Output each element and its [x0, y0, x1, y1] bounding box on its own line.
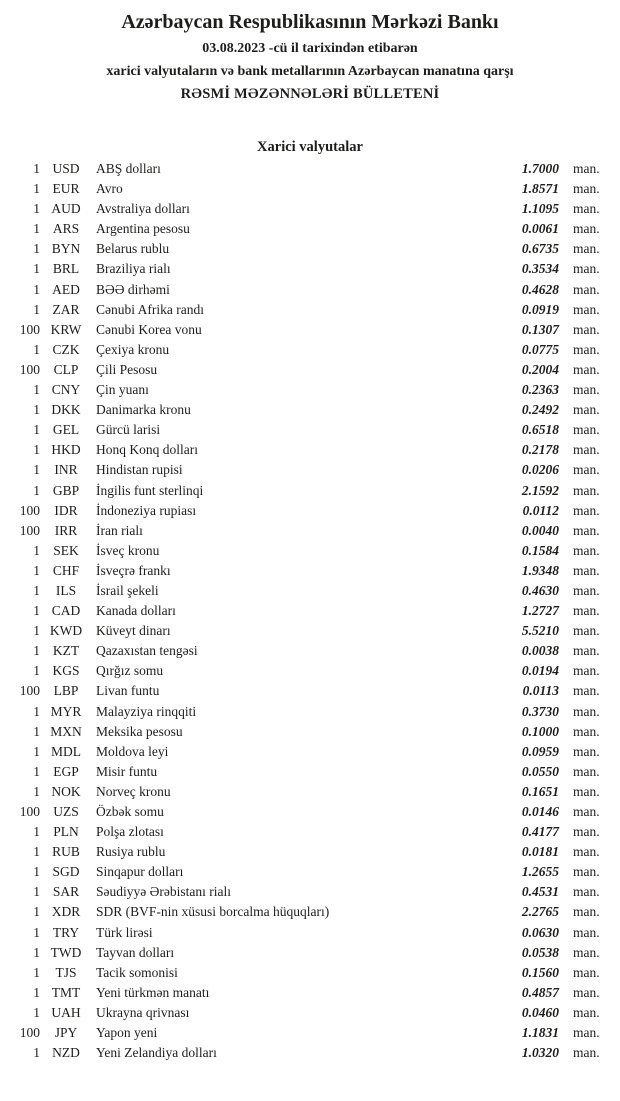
currency-name: SDR (BVF-nin xüsusi borcalma hüquqları)	[96, 904, 330, 920]
currency-unit-label: man.	[573, 603, 600, 619]
currency-unit-label: man.	[573, 1025, 600, 1041]
currency-row	[0, 1043, 620, 1063]
currency-code: HKD	[51, 442, 81, 458]
currency-quantity: 1	[33, 442, 40, 458]
currency-quantity: 100	[19, 502, 40, 518]
currency-row	[0, 681, 620, 701]
currency-name: Kanada dolları	[96, 603, 176, 619]
currency-row	[0, 882, 620, 902]
currency-quantity: 1	[33, 844, 40, 860]
currency-quantity: 1	[33, 824, 40, 840]
bulletin-header	[0, 0, 620, 102]
currency-name: Belarus rublu	[96, 241, 170, 257]
currency-name: Meksika pesosu	[96, 723, 183, 739]
currency-name: Polşa zlotası	[96, 824, 164, 840]
currency-unit-label: man.	[573, 804, 600, 819]
currency-unit-label: man.	[573, 462, 600, 478]
currency-unit-label: man.	[573, 763, 600, 779]
currency-rate: 1.0320	[521, 1045, 559, 1061]
currency-quantity: 1	[33, 904, 40, 920]
currency-rate: 0.1651	[521, 783, 559, 799]
currency-row	[0, 782, 620, 802]
currency-rate: 0.2004	[521, 361, 559, 377]
currency-name: İsveç kronu	[96, 542, 160, 558]
currency-unit-label: man.	[573, 301, 600, 317]
currency-unit-label: man.	[573, 944, 600, 960]
currency-unit-label: man.	[573, 683, 600, 699]
currency-name: Ukrayna qrivnası	[96, 1004, 190, 1020]
currency-code: CZK	[52, 341, 80, 357]
currency-row	[0, 300, 620, 320]
currency-row	[0, 641, 620, 661]
currency-rate: 1.1095	[521, 201, 559, 217]
currency-unit-label: man.	[573, 181, 600, 197]
currency-rate: 1.1831	[521, 1025, 559, 1041]
currency-unit-label: man.	[573, 241, 600, 257]
currency-row	[0, 561, 620, 581]
currency-code: UZS	[53, 804, 79, 819]
currency-name: Cənubi Korea vonu	[96, 321, 202, 337]
currency-row	[0, 581, 620, 601]
currency-code: PLN	[53, 824, 79, 840]
currency-rate: 0.4531	[521, 884, 559, 900]
currency-name: İngilis funt sterlinqi	[96, 482, 204, 498]
currency-name: Tacik somonisi	[96, 964, 178, 980]
currency-row	[0, 340, 620, 360]
currency-row	[0, 199, 620, 219]
currency-rate: 0.1584	[521, 542, 559, 558]
subtitle-line: xarici valyutaların və bank metallarının Azərbaycan manatına qarşı	[106, 64, 514, 79]
currency-unit-label: man.	[573, 442, 600, 458]
currency-unit-label: man.	[573, 844, 600, 860]
currency-rate: 0.0550	[521, 763, 559, 779]
currency-quantity: 100	[19, 522, 40, 538]
currency-rate: 0.0919	[521, 301, 559, 317]
currency-row	[0, 983, 620, 1003]
currency-row	[0, 702, 620, 722]
currency-code: USD	[52, 161, 80, 176]
currency-unit-label: man.	[573, 623, 600, 639]
currency-rate: 0.0775	[521, 341, 559, 357]
currency-unit-label: man.	[573, 884, 600, 900]
currency-unit-label: man.	[573, 824, 600, 840]
currency-unit-label: man.	[573, 743, 600, 759]
currency-rate: 0.0959	[521, 743, 559, 759]
currency-code: MXN	[50, 723, 82, 739]
currency-name: Avstraliya dolları	[96, 201, 190, 217]
currency-rate: 0.4857	[521, 984, 559, 1000]
currency-quantity: 1	[33, 482, 40, 498]
currency-row	[0, 259, 620, 279]
currency-code: TMT	[51, 984, 81, 1000]
currency-code: CNY	[51, 382, 81, 398]
currency-code: EGP	[53, 763, 79, 779]
currency-unit-label: man.	[573, 984, 600, 1000]
currency-name: Yapon yeni	[96, 1025, 158, 1041]
currency-quantity: 1	[33, 161, 40, 176]
currency-quantity: 1	[33, 402, 40, 418]
currency-code: GBP	[52, 482, 80, 498]
currency-unit-label: man.	[573, 161, 600, 176]
currency-rate: 0.0538	[521, 944, 559, 960]
currency-quantity: 1	[33, 582, 40, 598]
currency-name: Çexiya kronu	[96, 341, 170, 357]
currency-code: KGS	[52, 663, 80, 679]
currency-unit-label: man.	[573, 904, 600, 920]
currency-quantity: 100	[19, 804, 40, 819]
currency-unit-label: man.	[573, 1045, 600, 1061]
currency-name: İndoneziya rupiası	[96, 502, 197, 518]
currency-code: AUD	[51, 201, 81, 217]
currency-rate: 0.1000	[521, 723, 559, 739]
currency-quantity: 1	[33, 663, 40, 679]
currency-row	[0, 400, 620, 420]
currency-name: Gürcü larisi	[96, 422, 161, 438]
currency-row	[0, 601, 620, 621]
currency-code: IDR	[54, 502, 78, 518]
effective-date-line: 03.08.2023 -cü il tarixindən etibarən	[202, 41, 418, 56]
section-title-foreign-currencies: Xarici valyutalar	[257, 139, 363, 155]
currency-unit-label: man.	[573, 864, 600, 880]
currency-quantity: 1	[33, 723, 40, 739]
currency-quantity: 1	[33, 241, 40, 257]
currency-unit-label: man.	[573, 643, 600, 659]
currency-row	[0, 501, 620, 521]
currency-name: Malayziya rinqqiti	[96, 703, 197, 719]
currency-quantity: 1	[33, 341, 40, 357]
currency-row	[0, 219, 620, 239]
currency-rate: 0.2363	[521, 382, 559, 398]
currency-rate: 1.8571	[521, 181, 559, 197]
currency-unit-label: man.	[573, 1004, 600, 1020]
currency-rate: 0.0040	[521, 522, 559, 538]
currency-code: RUB	[52, 844, 80, 860]
currency-name: Honq Konq dolları	[96, 442, 198, 458]
currency-rate: 0.0181	[521, 844, 559, 860]
currency-quantity: 1	[33, 643, 40, 659]
currency-name: ABŞ dolları	[96, 161, 161, 176]
currency-name: Çin yuanı	[96, 382, 149, 398]
currency-code: TJS	[55, 964, 77, 980]
currency-code: CHF	[52, 562, 80, 578]
currency-name: Qırğız somu	[96, 663, 164, 679]
currency-unit-label: man.	[573, 582, 600, 598]
currency-rate: 2.2765	[521, 904, 559, 920]
currency-quantity: 1	[33, 462, 40, 478]
currency-row	[0, 762, 620, 782]
currency-rate: 0.4628	[521, 281, 559, 297]
currency-rate: 1.2655	[521, 864, 559, 880]
currency-code: NZD	[52, 1045, 80, 1061]
currency-unit-label: man.	[573, 402, 600, 418]
currency-row	[0, 460, 620, 480]
currency-row	[0, 360, 620, 380]
currency-row	[0, 420, 620, 440]
currency-quantity: 100	[19, 361, 40, 377]
currency-unit-label: man.	[573, 422, 600, 438]
currency-rate: 0.0146	[521, 804, 559, 819]
currency-row	[0, 481, 620, 501]
currency-row	[0, 440, 620, 460]
currency-quantity: 100	[19, 683, 40, 699]
currency-rate: 0.1307	[521, 321, 559, 337]
currency-name: Qazaxıstan tengəsi	[96, 643, 198, 659]
currency-code: MYR	[50, 703, 82, 719]
currency-unit-label: man.	[573, 321, 600, 337]
currency-unit-label: man.	[573, 201, 600, 217]
currency-rate: 0.0460	[521, 1004, 559, 1020]
currency-quantity: 1	[33, 382, 40, 398]
currency-name: İsveçrə frankı	[96, 562, 171, 578]
currency-quantity: 1	[33, 783, 40, 799]
currency-code: INR	[54, 462, 78, 478]
currency-name: İran rialı	[96, 522, 143, 538]
currency-rate: 0.6735	[521, 241, 559, 257]
currency-name: BƏƏ dirhəmi	[96, 281, 170, 297]
currency-name: Çili Pesosu	[96, 361, 158, 377]
currency-rate: 0.4630	[521, 582, 559, 598]
currency-quantity: 1	[33, 1004, 40, 1020]
currency-code: XDR	[51, 904, 81, 920]
currency-row	[0, 842, 620, 862]
currency-unit-label: man.	[573, 221, 600, 237]
currency-row	[0, 1003, 620, 1023]
currency-row	[0, 521, 620, 541]
currency-name: Moldova leyi	[96, 743, 169, 759]
currency-name: Özbək somu	[96, 804, 164, 819]
currency-unit-label: man.	[573, 562, 600, 578]
currency-row	[0, 159, 620, 179]
currency-code: IRR	[54, 522, 78, 538]
currency-code: KZT	[52, 643, 80, 659]
currency-row	[0, 179, 620, 199]
currency-unit-label: man.	[573, 703, 600, 719]
currency-rate: 0.0061	[521, 221, 559, 237]
currency-code: ARS	[52, 221, 80, 237]
currency-quantity: 100	[19, 321, 40, 337]
currency-row	[0, 380, 620, 400]
currency-row	[0, 320, 620, 340]
currency-quantity: 1	[33, 603, 40, 619]
currency-rate: 0.0113	[522, 683, 559, 699]
currency-name: Argentina pesosu	[96, 221, 190, 237]
currency-code: BYN	[51, 241, 81, 257]
currency-code: ILS	[55, 582, 77, 598]
currency-code: AED	[52, 281, 80, 297]
currency-code: NOK	[51, 783, 81, 799]
currency-rate: 0.3534	[521, 261, 559, 277]
currency-name: Braziliya rialı	[96, 261, 171, 277]
currency-code: ZAR	[52, 301, 80, 317]
currency-row	[0, 822, 620, 842]
currency-quantity: 1	[33, 944, 40, 960]
currency-rate: 0.1560	[521, 964, 559, 980]
currency-rate: 0.3730	[521, 703, 559, 719]
currency-name: Rusiya rublu	[96, 844, 166, 860]
currency-name: Sinqapur dolları	[96, 864, 184, 880]
currency-quantity: 1	[33, 181, 40, 197]
currency-rate: 0.2178	[521, 442, 559, 458]
currency-code: KWD	[49, 623, 83, 639]
currency-unit-label: man.	[573, 522, 600, 538]
currency-code: SGD	[52, 864, 80, 880]
currency-quantity: 1	[33, 763, 40, 779]
currency-name: Misir funtu	[96, 763, 158, 779]
currency-rate: 5.5210	[521, 623, 559, 639]
currency-quantity: 100	[19, 1025, 40, 1041]
currency-unit-label: man.	[573, 723, 600, 739]
currency-code: SAR	[52, 884, 80, 900]
currency-quantity: 1	[33, 562, 40, 578]
currency-quantity: 1	[33, 1045, 40, 1061]
currency-rates-table	[0, 159, 620, 1063]
currency-row	[0, 1023, 620, 1043]
currency-row	[0, 742, 620, 762]
currency-code: MDL	[51, 743, 81, 759]
currency-name: Səudiyyə Ərəbistanı rialı	[96, 884, 231, 900]
currency-code: JPY	[54, 1025, 78, 1041]
currency-name: Norveç kronu	[96, 783, 171, 799]
currency-code: CAD	[51, 603, 81, 619]
currency-row	[0, 621, 620, 641]
currency-code: BRL	[52, 261, 80, 277]
currency-row	[0, 239, 620, 259]
currency-rate: 1.9348	[521, 562, 559, 578]
currency-row	[0, 280, 620, 300]
currency-quantity: 1	[33, 984, 40, 1000]
currency-name: Yeni türkmən manatı	[96, 984, 210, 1000]
currency-name: İsrail şekeli	[96, 582, 159, 598]
currency-quantity: 1	[33, 623, 40, 639]
currency-code: CLP	[53, 361, 79, 377]
currency-rate: 1.2727	[521, 603, 559, 619]
currency-code: TRY	[52, 924, 80, 940]
currency-code: TWD	[50, 944, 82, 960]
currency-quantity: 1	[33, 261, 40, 277]
currency-row	[0, 943, 620, 963]
currency-name: Avro	[96, 181, 123, 197]
currency-unit-label: man.	[573, 341, 600, 357]
currency-code: DKK	[51, 402, 81, 418]
currency-unit-label: man.	[573, 502, 600, 518]
currency-quantity: 1	[33, 924, 40, 940]
currency-code: UAH	[51, 1004, 81, 1020]
currency-code: GEL	[52, 422, 80, 438]
currency-rate: 0.4177	[521, 824, 559, 840]
currency-name: Küveyt dinarı	[96, 623, 171, 639]
currency-code: KRW	[50, 321, 82, 337]
currency-quantity: 1	[33, 221, 40, 237]
currency-rate: 1.7000	[521, 161, 559, 176]
currency-rate: 0.2492	[521, 402, 559, 418]
currency-row	[0, 802, 620, 822]
currency-quantity: 1	[33, 743, 40, 759]
currency-name: Yeni Zelandiya dolları	[96, 1045, 217, 1061]
currency-quantity: 1	[33, 422, 40, 438]
currency-name: Türk lirəsi	[96, 924, 153, 940]
currency-name: Tayvan dolları	[96, 944, 175, 960]
currency-code: EUR	[52, 181, 80, 197]
currency-name: Livan funtu	[96, 683, 160, 699]
currency-rate: 2.1592	[521, 482, 559, 498]
currency-quantity: 1	[33, 201, 40, 217]
currency-unit-label: man.	[573, 964, 600, 980]
currency-row	[0, 862, 620, 882]
currency-quantity: 1	[33, 884, 40, 900]
currency-row	[0, 963, 620, 983]
currency-quantity: 1	[33, 301, 40, 317]
currency-quantity: 1	[33, 281, 40, 297]
currency-unit-label: man.	[573, 783, 600, 799]
currency-unit-label: man.	[573, 261, 600, 277]
currency-rate: 0.0630	[521, 924, 559, 940]
currency-rate: 0.0038	[521, 643, 559, 659]
currency-rate: 0.0194	[521, 663, 559, 679]
currency-name: Cənubi Afrika randı	[96, 301, 204, 317]
currency-unit-label: man.	[573, 382, 600, 398]
currency-rate: 0.0206	[521, 462, 559, 478]
currency-row	[0, 923, 620, 943]
currency-row	[0, 541, 620, 561]
currency-quantity: 1	[33, 703, 40, 719]
currency-name: Danimarka kronu	[96, 402, 191, 418]
currency-unit-label: man.	[573, 663, 600, 679]
currency-unit-label: man.	[573, 361, 600, 377]
currency-row	[0, 722, 620, 742]
currency-code: LBP	[53, 683, 79, 699]
currency-unit-label: man.	[573, 924, 600, 940]
currency-quantity: 1	[33, 864, 40, 880]
bank-name-title: Azərbaycan Respublikasının Mərkəzi Bankı	[121, 11, 499, 33]
currency-unit-label: man.	[573, 542, 600, 558]
currency-unit-label: man.	[573, 281, 600, 297]
currency-unit-label: man.	[573, 482, 600, 498]
currency-code: SEK	[53, 542, 79, 558]
currency-rate: 0.6518	[521, 422, 559, 438]
currency-rate: 0.0112	[522, 502, 559, 518]
currency-quantity: 1	[33, 964, 40, 980]
currency-quantity: 1	[33, 542, 40, 558]
currency-row	[0, 661, 620, 681]
currency-row	[0, 902, 620, 922]
bulletin-title: RƏSMİ MƏZƏNNƏLƏRİ BÜLLETENİ	[180, 86, 440, 102]
currency-name: Hindistan rupisi	[96, 462, 183, 478]
